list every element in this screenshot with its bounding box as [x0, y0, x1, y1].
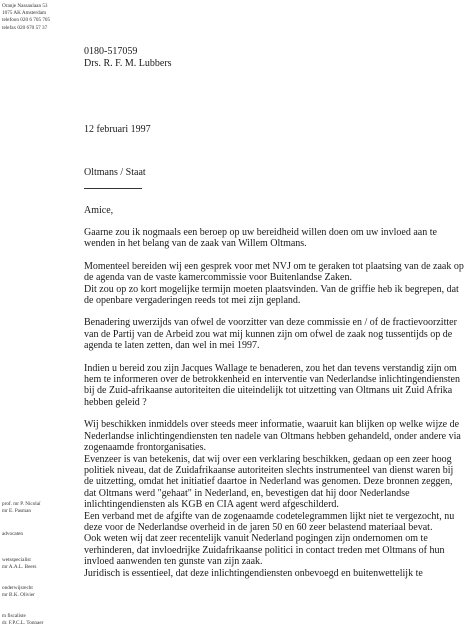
margin-note-line: mr A.A.L. Beers: [2, 564, 37, 570]
body-paragraph: Wij beschikken inmiddels over steeds meer informatie, waaruit kan blijken op welke wijze de Nederlandse inlichtingendiensten ten nadele van Oltmans hebben gehandeld, onder andere via zogenaamde frontorganisaties. Evenzeer is van betekenis, dat wij over een verklaring beschikken, gedaan op een zeer hoog politiek niveau, dat de Zuidafrikaanse autoriteiten slechts instrumenteel van dienst waren bij de uitzetting, omdat het initiatief daartoe in Nederland was genomen. Deze bronnen zeggen, dat Oltmans werd "gehaat" in Nederland, en, bevestigen dat hij door Nederlandse inlichtingendiensten als KGB en CIA agent werd afgeschilderd. Een verband met de afgifte van de zogenaamde codetelegrammen lijkt niet te vergezocht, nu deze voor de Nederlandse overheid in de jaren 50 en 60 zeer belastend materiaal bevat. Ook weten wij dat zeer recentelijk vanuit Nederland pogingen zijn ondernomen om te verhinderen, dat invloedrijke Zuidafrikaanse politici in contact treden met Oltmans of hun invloed aanwenden ten gunste van zijn zaak. Juridisch is essentieel, dat deze inlichtingendiensten onbevoegd en buitenwettelijk te: [84, 419, 461, 579]
margin-note-line: onderwijsrecht: [2, 585, 33, 591]
margin-note-line: mr B.K. Olivier: [2, 592, 35, 598]
body-paragraph: Indien u bereid zou zijn Jacques Wallage te benaderen, zou het dan tevens verstandig zijn om hem te informeren over de betrokkenheid en interventie van Nederlandse inlichtingendiensten bij de Zuid-afrikaanse autoriteiten die uiteindelijk tot uitzetting van Oltmans uit Zuid Afrika hebben geleid ?: [84, 362, 460, 408]
salutation: Amice,: [84, 205, 114, 216]
sender-address-line: telefoon 020 6 705 705: [2, 17, 51, 24]
recipient-fax-number: 0180-517059: [84, 46, 138, 57]
sender-address-line: telefax 020 670 57 37: [2, 24, 48, 31]
margin-note-line: dr. F.P.C.L. Tonnaer: [2, 620, 44, 626]
margin-note: [2, 613, 43, 627]
margin-note-line: mr E. Pasman: [2, 508, 31, 514]
margin-note: [2, 557, 36, 571]
sender-address-line: Oranje Nassaulaan 53: [2, 3, 48, 9]
letter-body: [84, 227, 464, 579]
body-paragraph: Gaarne zou ik nogmaals een beroep op uw bereidheid willen doen om uw invloed aan te wenden in het belang van de zaak van Willem Oltmans.: [84, 227, 437, 250]
margin-note-line: wetsspecialist: [2, 557, 31, 563]
margin-note-line: m fiscaliste: [2, 613, 26, 619]
margin-note-line: advocaten: [2, 531, 24, 537]
letter-subject: Oltmans / Staat: [84, 167, 146, 178]
subject-underline: [84, 188, 142, 189]
body-paragraph: Benadering uwerzijds van ofwel de voorzitter van deze commissie en / of de fractievoorzitter van de Partij van de Arbeid zou wat mij kunnen zijn om ofwel de zaak nog tussentijds op de agenda te laten zetten, dan wel in mei 1997.: [84, 317, 457, 352]
margin-note: [2, 531, 23, 538]
sender-address: [2, 3, 50, 32]
sender-address-line: 1075 AK Amsterdam: [2, 10, 47, 17]
margin-note-line: prof. mr P. Nicolaï: [2, 501, 41, 507]
recipient-name: Drs. R. F. M. Lubbers: [84, 58, 172, 69]
recipient-block: [84, 46, 172, 70]
letter-date: 12 februari 1997: [84, 124, 151, 135]
margin-note: [2, 585, 35, 599]
body-paragraph: Momenteel bereiden wij een gesprek voor met NVJ om te geraken tot plaatsing van de zaak op de agenda van de vaste kamercommissie voor Buitenlandse Zaken. Dit zou op zo kort mogelijke termijn moeten plaatsvinden. Van de griffie heb ik begrepen, dat de openbare vergaderingen reeds tot mei zijn gepland.: [84, 260, 464, 307]
margin-note: [2, 501, 40, 515]
